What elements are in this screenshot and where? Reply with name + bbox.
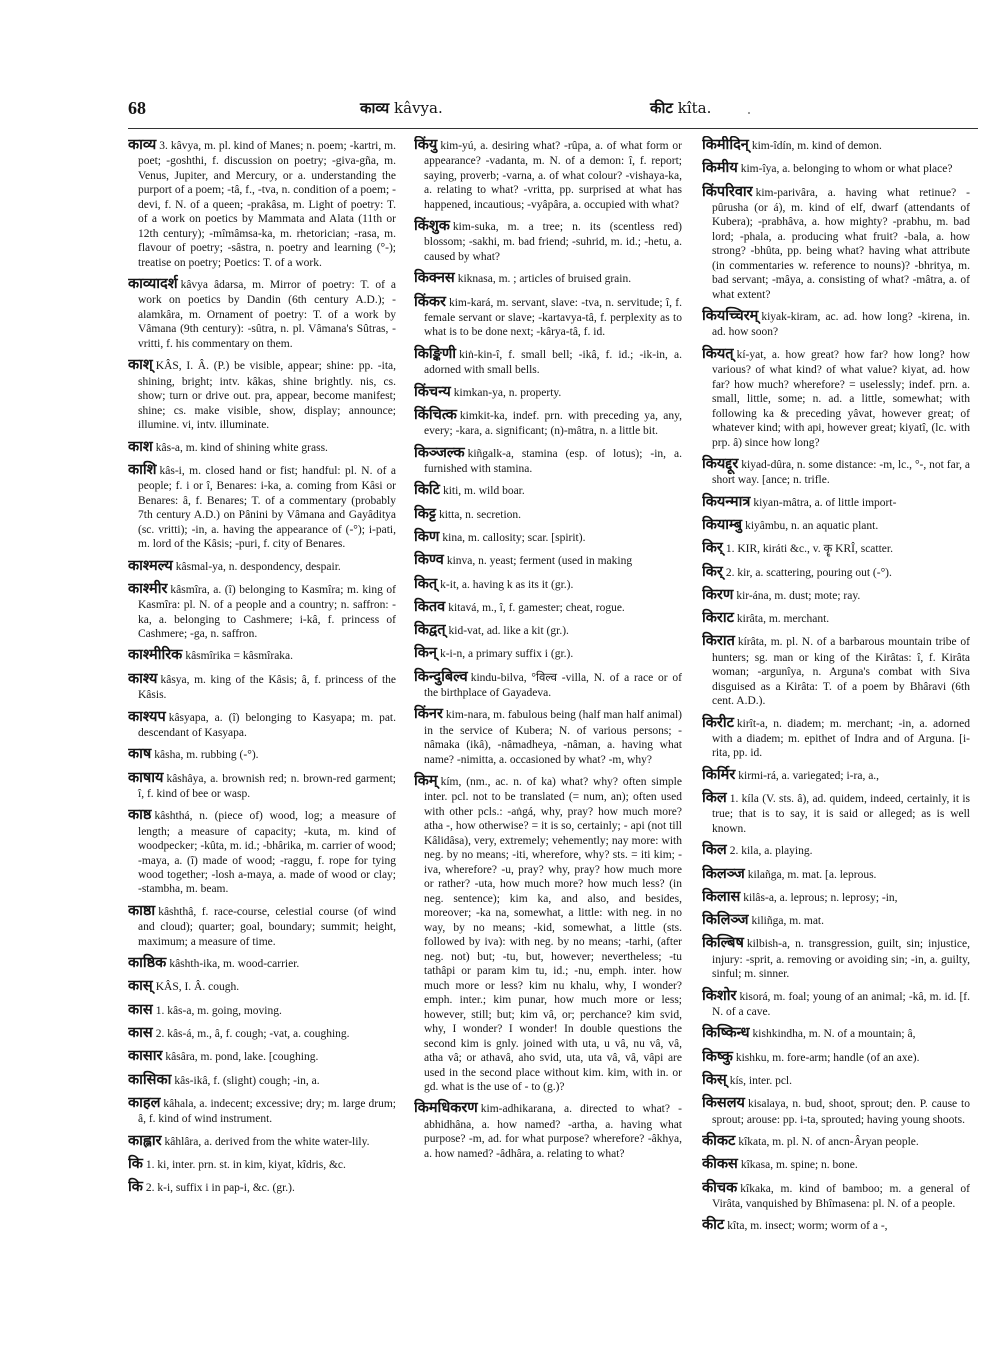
dictionary-entry (702, 345, 970, 450)
entry-headword: किरात (702, 633, 735, 650)
entry-headword: कीकट (702, 1132, 736, 1149)
dictionary-entry (128, 356, 396, 432)
header-rule (128, 128, 978, 129)
dictionary-entry (414, 668, 682, 701)
entry-definition: kim-adhikarana, a. directed to what? -abhidhâna, a. how named? -artha, a. having what purpose? -m, ad. for what purpose? wherefore? -âkhya, a. how named? -âdhâra, a. relating to what? (424, 1103, 682, 1160)
dictionary-entry (702, 1155, 970, 1173)
entry-headword: किंचन्य (414, 383, 451, 400)
dictionary-entry (414, 481, 682, 499)
right-running-head-devanagari: कीट (650, 99, 673, 117)
entry-definition: 3. kâvya, m. pl. kind of Manes; n. poem; -kartri, m. poet; -goshthi, f. discussion on poetry; -giva-gña, m. Venus, Jupiter, and Mercury, or a. understanding the purport of a poem; -tâ, f., -tva, n. condition of a poem; -devi, f. N. of a queen; -prakâsa, m. Light of poetry: T. of a work on poetics by Mammata and Alata (11th or 12th century); -mîmâmsa-ka, m. rhetorician; -rasa, m. flavour of poetry; -sâstra, n. poetry and learning (°-); treatise on poetry; Poetics: T. of a work. (138, 140, 396, 269)
dictionary-entry (414, 528, 682, 546)
dictionary-entry (702, 609, 970, 627)
dictionary-entry (128, 1047, 396, 1065)
dictionary-entry (128, 136, 396, 270)
entry-headword: किन्दुबिल्व (414, 668, 468, 685)
entry-definition: kís, inter. pcl. (729, 1074, 792, 1087)
dictionary-entry (414, 705, 682, 767)
dictionary-entry (702, 136, 970, 154)
entry-headword: किण्व (414, 552, 444, 569)
entry-definition: kîkaka, m. kind of bamboo; m. a general of Virâta, vanquished by Bhîmasena: pl. N. of a people. (712, 1182, 970, 1210)
entry-definition: kâsya, m. king of the Kâsis; â, f. princess of the Kâsis. (138, 673, 396, 702)
entry-headword: किशोर (702, 987, 737, 1004)
entry-definition: kindu-bilva, °विल्व -villa, N. of a race or of the birthplace of Gayadeva. (424, 671, 682, 699)
dictionary-entry (414, 136, 682, 212)
entry-definition: kím, (nm., ac. n. of ka) what? why? often simple inter. pcl. not to be translated (= num, an); often used with other pcls.: -aṅgá, why, pray? how much more? atha -, how otherwise? = it is so, certainly; - api (not till Kâlidâsa), very, extremely; vehemently; nay more: with neg. by no means; -iti, wherefore, why? sts. = iti kim; -iva, wherefore? -u, pray? why, pray? how much more or rather? -uta, how much more? how much less? (in neg. sentence); kim ka, and also, and besides, moreover; -ka na, somewhat, a little: with neg. in no way, by no means; -kid, somewhat, a little (sts. followed by iva): with neg. by no means; -tarhi, (after neg. not) but; -tu, but, however; nevertheless; -tu tathâpi or param kim tu, id.; -nu, emph. inter. how much more or less? kim nu khalu, why, I wonder? emph. inter.; kim punar, how much more or less; however, still; but; kim vâ, or; perchance? kim svid, why, I wonder? I wonder! In double questions the second kim is gnly. joined with uta, u vâ, nu vâ, vâ, atha vâ; or athavâ, aho svid, uta, uta vâ, vâ, vâpi are used in the second place without kim. kim, with in. or gd. what is the use of - to (g.)? (424, 776, 682, 1093)
entry-headword: किस् (702, 1071, 727, 1088)
entry-definition: kâsmal-ya, n. despondency, despair. (175, 560, 341, 573)
entry-headword: किष्किन्ध (702, 1025, 750, 1042)
entry-headword: कियद्दूर (702, 456, 739, 473)
entry-definition: kitta, n. secretion. (438, 508, 522, 521)
entry-headword: किट्ट (414, 505, 436, 522)
entry-definition: kâhlâra, a. derived from the white water-lily. (164, 1135, 370, 1148)
entry-headword: किंयु (414, 137, 438, 153)
dictionary-entry (702, 539, 970, 557)
entry-headword: कासार (128, 1048, 163, 1065)
entry-headword: काश्मीरिक (128, 647, 183, 664)
column-2 (414, 136, 682, 1356)
entry-definition: kâvya âdarsa, m. Mirror of poetry: T. of a work on poetics by Dandin (6th century A.D.); -alamkâra, m. Ornament of poetry: T. of a work by Vâmana (9th century): -sûtra, n. pl. Vâmana's Sûtras, -vritti, f. his commentary on them. (138, 279, 396, 350)
entry-headword: काष्ठिक (128, 955, 167, 972)
entry-headword: काष्ठा (128, 902, 156, 919)
entry-definition: kirâta, m. merchant. (736, 613, 830, 626)
entry-definition: kâshthâ, f. race-course, celestial course (of wind and cloud); quarter; goal, boundary; summit; height, maximum; a measure of time. (138, 905, 396, 948)
dictionary-entry (128, 708, 396, 741)
entry-definition: kim-suka, m. a tree; n. its (scentless red) blossom; -sakhi, m. bad friend; -suhrid, m. id.; -hetu, a. caused by what? (424, 221, 682, 263)
entry-definition: kâsâra, m. pond, lake. [coughing. (165, 1051, 319, 1064)
dictionary-entry (702, 1048, 970, 1066)
dictionary-entry (702, 1094, 970, 1127)
entry-definition: kîkata, m. pl. N. of ancn-Âryan people. (738, 1135, 919, 1148)
entry-definition: 2. kir, a. scattering, pouring out (-°). (725, 566, 892, 579)
entry-definition: kisorá, m. foal; young of an animal; -kâ, m. id. [f. N. of a cave. (712, 990, 970, 1018)
dictionary-entry (414, 644, 682, 662)
entry-headword: किटि (414, 482, 440, 499)
dictionary-entry (414, 269, 682, 287)
entry-headword: किर्मिर (702, 766, 736, 783)
dictionary-entry (128, 1132, 396, 1150)
dictionary-entry (128, 1071, 396, 1089)
entry-definition: 1. kíla (V. sts. â), ad. quidem, indeed, certainly, it is true; that is to say, it is said or alleged; as is well known. (712, 793, 970, 835)
entry-definition: kâsha, m. rubbing (-°). (154, 749, 259, 762)
dictionary-entry (702, 987, 970, 1020)
dictionary-entry (128, 670, 396, 703)
entry-definition: kâsmîra, a. (î) belonging to Kasmîra; m. king of Kasmîra: pl. N. of a people and a country; n. saffron: -ka, a. belonging to Cashmere; i-kâ, f. princess of Cashmere; -ga, n. saffron. (138, 583, 396, 640)
entry-definition: kilañga, m. mat. [a. leprous. (747, 868, 877, 881)
dictionary-entry (702, 789, 970, 836)
entry-headword: काश (128, 438, 153, 455)
dictionary-entry (128, 1094, 396, 1127)
entry-headword: काश्मीर (128, 580, 168, 597)
entry-definition: kiṅ-kin-î, f. small bell; -ikâ, f. id.; -ik-in, a. adorned with small bells. (424, 348, 682, 377)
left-running-head-roman: kâvya. (394, 99, 443, 117)
entry-headword: काश्य (128, 670, 158, 687)
dictionary-entry (702, 714, 970, 761)
entry-headword: काश् (128, 357, 153, 374)
entry-definition: kishku, m. fore-arm; handle (of an axe). (735, 1051, 920, 1064)
dictionary-entry (702, 516, 970, 534)
entry-headword: काहल (128, 1094, 161, 1111)
right-running-head-roman: kîta. (677, 99, 712, 117)
entry-headword: किल्बिष (702, 935, 744, 952)
entry-headword: काष्ठ (128, 807, 152, 824)
dictionary-entry (128, 806, 396, 897)
entry-definition: kâs-a, m. kind of shining white grass. (155, 441, 328, 454)
entry-definition: kiyak-kiram, ac. ad. how long? -kirena, in. ad. how soon? (712, 311, 970, 339)
dictionary-entry (702, 1024, 970, 1042)
dictionary-entry (414, 505, 682, 523)
right-running-head (650, 98, 711, 118)
dictionary-entry (128, 1024, 396, 1042)
dictionary-entry (414, 551, 682, 569)
dictionary-entry (128, 438, 396, 456)
entry-definition: kâshth-ika, m. wood-carrier. (169, 958, 300, 971)
dictionary-entry (702, 632, 970, 708)
dictionary-entry (702, 1179, 970, 1212)
entry-definition: kîkasa, m. spine; n. bone. (740, 1159, 858, 1172)
entry-headword: किसलय (702, 1095, 745, 1112)
entry-definition: kim-parivâra, a. having what retinue? -pûrusha (or á), m. kind of elf, dwarf (attendants of Kubera); -prabhâva, a. how mighty? -prabhu, m. bad lord; -phala, a. producing what fruit? -bala, a. how strong? -bhûta, pp. being what? having what attribute (in commentaries w. reference to nouns)? -bhritya, m. bad servant; -mâya, a. consisting of what? -mâtra, a. of what extent? (712, 186, 970, 301)
dictionary-entry (702, 563, 970, 581)
dictionary-entry (702, 841, 970, 859)
page-number: 68 (128, 98, 146, 118)
entry-definition: kírâta, m. pl. N. of a barbarous mountain tribe of hunters; sg. man or king of the Kirâtas: î, f. Kirâta woman; -argunîya, n. Arguna's combat with Siva disguised as a Kirâta: T. of a poem by Bhâravi (6th cent. A.D.). (712, 636, 970, 708)
entry-headword: कास् (128, 978, 153, 995)
dictionary-entry (414, 598, 682, 616)
entry-definition: KÂS, I. Â. (P.) be visible, appear; shine: pp. -ita, shining, bright; intv. kâkas, shine brightly. nis, cs. show; turn or drive out. pra, appear, become manifest; shine; cs. make visible, show, display; announce; illumine. vi, intv. illuminate. (138, 360, 396, 432)
entry-definition: 1. kâs-a, m. going, moving. (155, 1004, 282, 1017)
entry-headword: किंशुक (414, 218, 450, 235)
entry-headword: कीकस (702, 1156, 738, 1173)
dictionary-entry (702, 1071, 970, 1089)
entry-definition: kîta, m. insect; worm; worm of a -, (727, 1220, 888, 1233)
column-1 (128, 136, 396, 1356)
entry-definition: kisalaya, n. bud, shoot, sprout; den. P. cause to sprout; arouse: pp. i-ta, sprouted; having young shoots. (712, 1098, 970, 1126)
entry-headword: किल (702, 790, 727, 807)
entry-headword: किलास (702, 888, 741, 905)
entry-definition: kim-nara, m. fabulous being (half man half animal) in the service of Kubera; N. of various persons; -nâmaka (ikâ), -nâmadheya, -nâman, a. having what name? -nimitta, a. occasioned by what? -m, why? (424, 709, 682, 766)
dictionary-entry (414, 383, 682, 401)
entry-headword: किर् (702, 540, 723, 557)
entry-headword: किक्नस (414, 270, 455, 287)
dictionary-entry (414, 217, 682, 264)
entry-definition: kina, m. callosity; scar. [spirit). (442, 531, 586, 544)
dictionary-entry (702, 934, 970, 981)
print-speck (748, 112, 750, 114)
dictionary-entry (414, 1099, 682, 1161)
dictionary-entry (414, 444, 682, 477)
entry-definition: kilbish-a, n. transgression, guilt, sin; injustice, injury: -sprit, a. removing or avoiding sin; -in, a. guilty, sinful; m. sinner. (712, 938, 970, 981)
column-3 (702, 136, 970, 1356)
entry-definition: kiti, m. wild boar. (442, 485, 525, 498)
entry-definition: kitavá, m., î, f. gamester; cheat, rogue. (448, 601, 625, 614)
entry-definition: k-it, a. having k as its it (gr.). (440, 578, 574, 591)
entry-headword: किण (414, 528, 440, 545)
entry-definition: kâs-i, m. closed hand or fist; handful: pl. N. of a people; f. i or î, Benares: i-ka, a. coming from Kâsi or Benares: â, f. Benares; T. of a commentary (probably 7th century A.D.) on Pânini by Vâmana and Gayâditya (sc. vritti); -in, a. having the appearance of (-°); i-pati, m. lord of the Kâsis; -puri, f. city of Benares. (138, 464, 396, 551)
entry-headword: काह्लार (128, 1132, 162, 1149)
dictionary-entry (702, 307, 970, 340)
entry-definition: kâhala, a. indecent; excessive; dry; m. large drum; â, f. kind of wind instrument. (138, 1097, 396, 1126)
entry-headword: काश्यप (128, 708, 166, 725)
entry-headword: कियाम्बु (702, 517, 743, 534)
entry-definition: kâs-ikâ, f. (slight) cough; -in, a. (174, 1074, 320, 1087)
entry-definition: kimkit-ka, indef. prn. with preceding ya, any, every; -kara, a. significant; (n)-mâtra, n. a little bit. (424, 409, 682, 438)
dictionary-entry (128, 275, 396, 351)
dictionary-entry (128, 1178, 396, 1196)
entry-headword: किन् (414, 645, 437, 662)
entry-headword: कीचक (702, 1179, 738, 1196)
dictionary-entry (128, 769, 396, 802)
dictionary-entry (128, 745, 396, 763)
entry-headword: किमीदिन् (702, 137, 749, 153)
entry-headword: कियत् (702, 345, 734, 362)
entry-headword: किंनर (414, 706, 443, 723)
dictionary-entry (128, 902, 396, 949)
entry-definition: kâshthá, n. (piece of) wood, log; a measure of length; a measure of capacity; -kuta, m. kind of woodpecker; -kûta, m. id.; -bhârika, m. carrier of wood; -maya, a. (î) made of wood; -raggu, f. rope for tying wood together; -losh a-maya, a. made of wood or clay; -stambha, m. beam. (138, 810, 396, 896)
entry-headword: किराट (702, 610, 734, 627)
entry-headword: कियन्मात्र (702, 493, 751, 510)
entry-definition: kimkan-ya, n. property. (453, 386, 562, 399)
entry-definition: 2. kâs-á, m., â, f. cough; -vat, a. coughing. (155, 1027, 350, 1040)
entry-headword: काषाय (128, 769, 164, 786)
dictionary-entry (128, 580, 396, 642)
entry-headword: किमधिकरण (414, 1100, 478, 1117)
entry-definition: kirmi-rá, a. variegated; i-ra, a., (738, 769, 880, 782)
entry-definition: kiyad-dûra, n. some distance: -m, lc., °-, not far, a short way. [ance; n. trifle. (712, 459, 970, 487)
entry-definition: 1. KIR, kiráti &c., v. कॄ KRÎ, scatter. (725, 543, 893, 556)
page-header (128, 92, 978, 124)
entry-headword: किंपरिवार (702, 183, 753, 200)
dictionary-entry (414, 621, 682, 639)
entry-definition: kilâs-a, a. leprous; n. leprosy; -in, (743, 891, 898, 904)
dictionary-entry (702, 586, 970, 604)
entry-headword: कीट (702, 1217, 725, 1234)
entry-headword: किङ्किणी (414, 345, 457, 362)
entry-definition: kâsyapa, a. (î) belonging to Kasyapa; m. pat. descendant of Kasyapa. (138, 711, 396, 739)
entry-definition: 2. kila, a. playing. (729, 845, 813, 858)
entry-definition: k-i-n, a primary suffix i (gr.). (439, 648, 574, 661)
entry-definition: kishkindha, m. N. of a mountain; â, (752, 1028, 916, 1041)
entry-headword: किरीट (702, 714, 734, 731)
entry-headword: कास (128, 1001, 153, 1018)
dictionary-entry (414, 293, 682, 340)
dictionary-entry (414, 406, 682, 439)
dictionary-entry (702, 1216, 970, 1234)
entry-headword: कित् (414, 575, 438, 592)
dictionary-entry (702, 766, 970, 784)
entry-headword: किमीय (702, 160, 738, 177)
entry-headword: कितव (414, 598, 446, 615)
dictionary-entry (702, 183, 970, 303)
dictionary-entry (128, 646, 396, 664)
dictionary-entry (128, 1155, 396, 1173)
dictionary-entry (414, 772, 682, 1094)
dictionary-entry (702, 455, 970, 488)
entry-headword: काष (128, 746, 152, 763)
entry-definition: 1. ki, inter. prn. st. in kim, kiyat, kîdris, &c. (145, 1158, 346, 1171)
dictionary-entry (128, 557, 396, 575)
entry-definition: kim-îya, a. belonging to whom or what place? (740, 163, 953, 176)
entry-headword: किम् (414, 773, 438, 790)
dictionary-entry (702, 865, 970, 883)
dictionary-entry (702, 159, 970, 177)
dictionary-entry (128, 977, 396, 995)
dictionary-entry (702, 911, 970, 929)
entry-definition: kid-vat, ad. like a kit (gr.). (448, 625, 569, 638)
entry-definition: kir-ána, m. dust; mote; ray. (736, 589, 861, 602)
entry-definition: kiyâmbu, n. an aquatic plant. (745, 520, 879, 533)
entry-headword: काश्मल्य (128, 557, 173, 574)
entry-definition: kiknasa, m. ; articles of bruised grain. (457, 273, 632, 286)
dictionary-entry (128, 461, 396, 552)
entry-headword: किंचित्क (414, 406, 457, 423)
entry-headword: किरण (702, 586, 734, 603)
entry-definition: kí-yat, a. how great? how far? how long? how various? of what kind? of what value? kiyat, ad. how far? how much? wherefore? = uselessly; indef. prn. a. small, little, some; n. ad. a little, somewhat; with following ka & preceding yâvat, however great; of whatever kind; with api, however great; kiyatî, (lc. with prp. â) since how long? (712, 348, 970, 449)
entry-headword: काशि (128, 461, 157, 478)
left-running-head (360, 98, 443, 118)
entry-definition: 2. k-i, suffix i in pap-i, &c. (gr.). (145, 1182, 295, 1195)
entry-headword: काव्य (128, 137, 157, 153)
entry-definition: kâshâya, a. brownish red; n. brown-red garment; î, f. kind of bee or wasp. (138, 772, 396, 800)
entry-headword: किद्वत् (414, 622, 446, 639)
dictionary-entry (702, 493, 970, 511)
entry-headword: कि (128, 1179, 143, 1196)
entry-headword: किर् (702, 563, 723, 580)
dictionary-entry (414, 345, 682, 378)
dictionary-entry (128, 954, 396, 972)
entry-headword: कास (128, 1024, 153, 1041)
entry-definition: kâsmîrika = kâsmîraka. (185, 650, 294, 663)
dictionary-entry (128, 1001, 396, 1019)
entry-headword: किष्कु (702, 1048, 733, 1065)
dictionary-entry (702, 1132, 970, 1150)
entry-definition: kiyan-mâtra, a. of little import- (753, 496, 897, 509)
dictionary-entry (702, 888, 970, 906)
entry-headword: कासिका (128, 1071, 172, 1088)
entry-definition: kim-yú, a. desiring what? -rûpa, a. of what form or appearance? -vadanta, m. N. of a demon: î, f. report; saying, proverb; -varna, a. of what colour? -vishaya-ka, a. relating to what? -vritta, pp. surprised at what has happened, incautious; -vyâpâra, a. occupied with what? (424, 140, 682, 211)
entry-headword: कियच्चिरम् (702, 308, 759, 325)
entry-headword: किलिञ्ज (702, 912, 749, 929)
entry-headword: किल (702, 842, 727, 859)
entry-headword: किलञ्ज (702, 865, 745, 882)
dictionary-entry (414, 575, 682, 593)
entry-headword: किञ्जल्क (414, 444, 465, 461)
entry-headword: किंकर (414, 293, 446, 310)
entry-headword: कि (128, 1155, 143, 1172)
entry-definition: KÂS, I. Â. cough. (155, 981, 240, 994)
left-running-head-devanagari: काव्य (360, 99, 390, 117)
entry-definition: kirît-a, n. diadem; m. merchant; -in, a. adorned with a diadem; m. epithet of Indra and of Arguna. [i-rita, pp. id. (712, 717, 970, 760)
entry-definition: kim-îdín, m. kind of demon. (751, 140, 882, 152)
entry-definition: kiñgalk-a, stamina (esp. of lotus); -in, a. furnished with stamina. (424, 447, 682, 475)
entry-definition: kim-kará, m. servant, slave: -tva, n. servitude; î, f. female servant or slave; -kartavya-tâ, f. perplexity as to what is to be done next; -kârya-tâ, f. id. (424, 296, 682, 339)
entry-definition: kiliñga, m. mat. (751, 915, 825, 928)
entry-headword: काव्यादर्श (128, 276, 178, 293)
entry-definition: kinva, n. yeast; ferment (used in making (446, 555, 633, 568)
